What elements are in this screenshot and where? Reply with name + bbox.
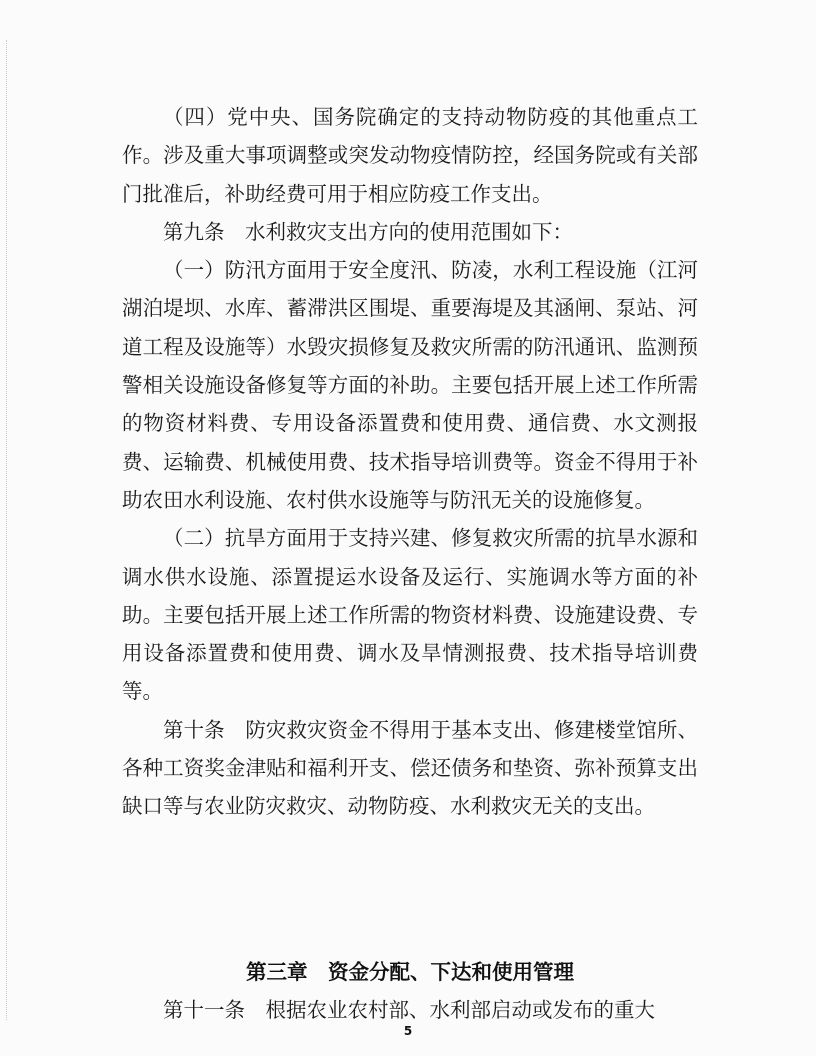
paragraph-drought-relief: （二）抗旱方面用于支持兴建、修复救灾所需的抗旱水源和调水供水设施、添置提运水设备及运行、实施调水等方面的补助。主要包括开展上述工作所需的物资材料费、设施建设费、专用设备添置费和使用费、调水及旱情测报费、技术指导培训费等。 <box>122 526 698 704</box>
scan-binding-edge <box>6 40 9 1020</box>
paragraph-article-eleven: 第十一条 根据农业农村部、水利部启动或发布的重大 <box>163 998 655 1022</box>
paragraph-flood-control: （一）防汛方面用于安全度汛、防凌，水利工程设施（江河湖泊堤坝、水库、蓄滞洪区围堤、重要海堤及其涵闸、泵站、河道工程及设施等）水毁灾损修复及救灾所需的防汛通讯、监测预警相关设施设备修复等方面的补助。主要包括开展上述工作所需的物资材料费、专用设备添置费和使用费、通信费、水文测报费、运输费、机械使用费、技术指导培训费等。资金不得用于补助农田水利设施、农村供水设施等与防汛无关的设施修复。 <box>122 258 698 512</box>
paragraph-item-four: （四）党中央、国务院确定的支持动物防疫的其他重点工作。涉及重大事项调整或突发动物疫情防控，经国务院或有关部门批准后，补助经费可用于相应防疫工作支出。 <box>122 105 698 206</box>
paragraph-article-nine: 第九条 水利救灾支出方向的使用范围如下： <box>163 219 573 244</box>
page-number: 5 <box>403 1024 413 1038</box>
chapter-heading: 第三章 资金分配、下达和使用管理 <box>246 960 574 984</box>
body-text <box>122 98 698 826</box>
paragraph-article-ten: 第十条 防灾救灾资金不得用于基本支出、修建楼堂馆所、各种工资奖金津贴和福利开支、偿还债务和垫资、弥补预算支出缺口等与农业防灾救灾、动物防疫、水利救灾无关的支出。 <box>122 717 698 819</box>
